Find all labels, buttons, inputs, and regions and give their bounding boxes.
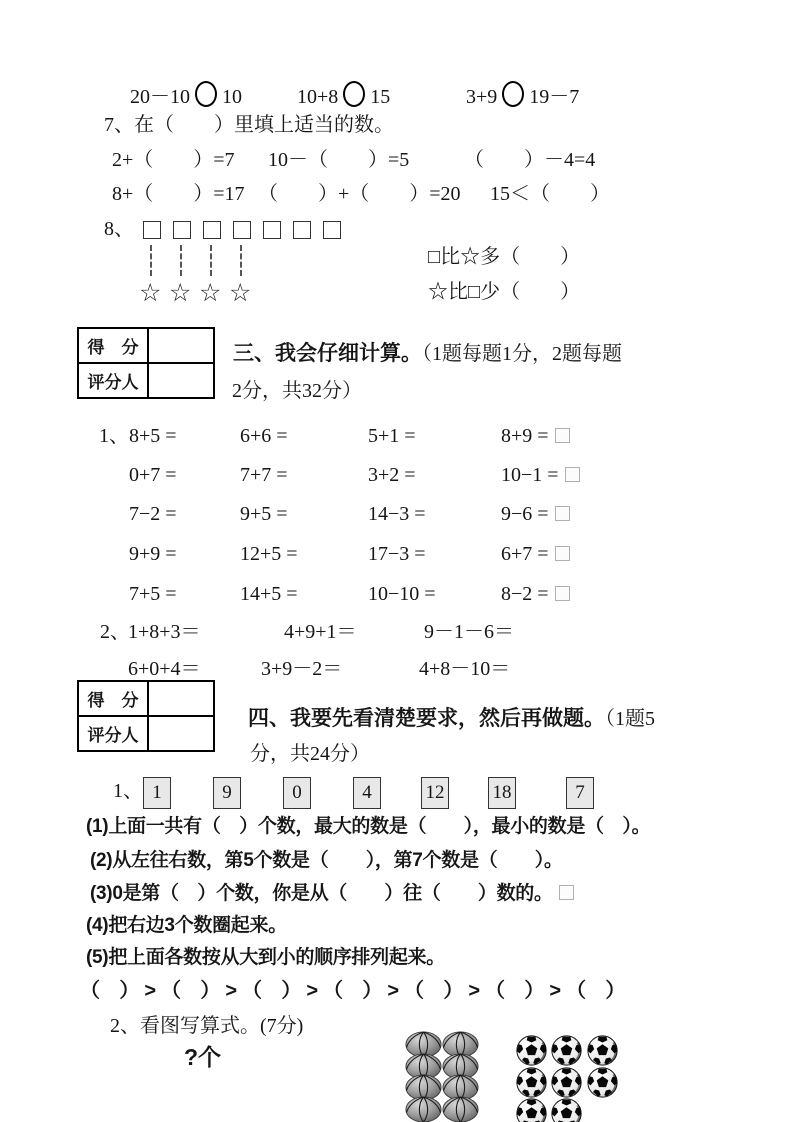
number-box: 12 [421, 777, 449, 809]
soccer-ball-icon [516, 1035, 547, 1071]
number-box: 0 [283, 777, 311, 809]
calc-problem[interactable]: 7−2 = [129, 503, 177, 525]
number-box: 4 [353, 777, 381, 809]
ordering-blanks[interactable]: （ ） > （ ） > （ ） > （ ） > （ ） > （ ） > （ ） [80, 980, 626, 1002]
calc-problem[interactable]: 10−10 = [368, 583, 436, 605]
calc-problem[interactable]: 6+7 = [501, 544, 570, 566]
calc-problem[interactable]: 9+5 = [240, 503, 288, 525]
q1-label: 1、 [99, 425, 129, 447]
fill-blank-equation[interactable]: （ ）－4=4 [464, 149, 596, 171]
sub-question-2: (2)从左往右数，第5个数是（ ），第7个数是（ ）。 [90, 850, 563, 871]
section3-title-bold: 三、我会仔细计算。 [233, 342, 422, 365]
square-shape [263, 221, 281, 239]
calc-problem[interactable]: 7+5 = [129, 583, 177, 605]
fill-blank-equation[interactable]: （ ）+（ ）=20 [258, 183, 461, 205]
section3-title-note: （1题每题1分，2题每题 [422, 343, 622, 365]
section4-title-note: （1题5 [605, 708, 655, 730]
calc-problem[interactable]: 1+8+3＝ [128, 621, 201, 643]
score-value-cell[interactable] [148, 681, 214, 716]
calc-problem[interactable]: 7+7 = [240, 464, 288, 486]
comparison-right: 19－7 [529, 86, 580, 108]
answer-box[interactable] [565, 467, 580, 482]
star-shape: ☆ [199, 280, 222, 307]
score-table [77, 680, 215, 752]
calc-problem[interactable]: 8+5 = [129, 425, 177, 447]
score-table [77, 327, 215, 399]
q8-compare-more[interactable]: □比☆多（ ） [428, 246, 581, 268]
calc-problem[interactable]: 10−1 = [501, 465, 580, 487]
grader-value-cell[interactable] [148, 363, 214, 398]
comparison-left: 3+9 [466, 86, 498, 108]
star-shape: ☆ [139, 280, 162, 307]
section4-title [248, 708, 655, 731]
sub-question-5: (5)把上面各数按从大到小的顺序排列起来。 [86, 947, 445, 968]
calc-problem[interactable]: 12+5 = [240, 543, 298, 565]
section3-title [233, 343, 622, 366]
q1-label: 1、 [113, 780, 143, 802]
soccer-ball-icon [587, 1035, 618, 1071]
comparison-item [130, 81, 242, 109]
square-shape [203, 221, 221, 239]
answer-box[interactable] [555, 546, 570, 561]
calc-problem[interactable]: 14−3 = [368, 503, 426, 525]
number-box: 9 [213, 777, 241, 809]
comparison-right: 15 [370, 86, 391, 108]
q2-label: 2、 [100, 621, 130, 643]
calc-problem[interactable]: 5+1 = [368, 425, 416, 447]
soccer-ball-icon [551, 1098, 582, 1122]
dash-line [240, 245, 242, 276]
q4-2-title: 2、看图写算式。(7分) [110, 1015, 304, 1037]
score-label: 得 分 [78, 328, 148, 363]
comparison-item [297, 81, 390, 109]
comparison-left: 20－10 [130, 86, 190, 108]
square-shape [173, 221, 191, 239]
grader-label: 评分人 [78, 363, 148, 398]
number-box: 18 [488, 777, 516, 809]
score-label: 得 分 [78, 681, 148, 716]
basketball-icon [442, 1096, 479, 1122]
fill-blank-equation[interactable]: 8+（ ）=17 [112, 183, 245, 205]
number-box: 7 [566, 777, 594, 809]
square-shape [293, 221, 311, 239]
soccer-ball-icon [516, 1098, 547, 1122]
calc-problem[interactable]: 4+8－10＝ [419, 658, 511, 680]
calc-problem[interactable]: 9−6 = [501, 504, 570, 526]
comparison-circle[interactable] [502, 81, 524, 107]
calc-problem[interactable]: 0+7 = [129, 464, 177, 486]
answer-box[interactable] [555, 586, 570, 601]
calc-problem[interactable]: 6+6 = [240, 425, 288, 447]
calc-problem[interactable]: 9+9 = [129, 543, 177, 565]
comparison-right: 10 [222, 86, 242, 108]
square-shape [233, 221, 251, 239]
answer-box[interactable] [559, 885, 574, 900]
calc-problem[interactable]: 9－1－6＝ [424, 621, 514, 643]
star-shape: ☆ [229, 280, 252, 307]
soccer-ball-icon [551, 1035, 582, 1071]
fill-blank-equation[interactable]: 2+（ ）=7 [112, 149, 235, 171]
answer-box[interactable] [555, 428, 570, 443]
calc-problem[interactable]: 8−2 = [501, 584, 570, 606]
star-shape: ☆ [169, 280, 192, 307]
answer-box[interactable] [555, 506, 570, 521]
section4-title-line2: 分，共24分） [250, 743, 370, 765]
square-shape [323, 221, 341, 239]
section4-title-bold: 四、我要先看清楚要求，然后再做题。 [248, 707, 605, 730]
calc-problem[interactable]: 4+9+1＝ [284, 621, 357, 643]
dash-line [180, 245, 182, 276]
sub-question-3 [90, 884, 574, 905]
score-value-cell[interactable] [148, 328, 214, 363]
calc-problem[interactable]: 14+5 = [240, 583, 298, 605]
square-shape [143, 221, 161, 239]
calc-problem[interactable]: 3+2 = [368, 464, 416, 486]
comparison-item [466, 81, 579, 109]
sub-question-4: (4)把右边3个数圈起来。 [86, 915, 287, 936]
number-box: 1 [143, 777, 171, 809]
dash-line [210, 245, 212, 276]
calc-problem[interactable]: 17−3 = [368, 543, 426, 565]
basketball-icon [405, 1096, 442, 1122]
fill-blank-equation[interactable]: 10－（ ）=5 [268, 149, 410, 171]
sub-question-1: (1)上面一共有（ ）个数，最大的数是（ ），最小的数是（ ）。 [86, 816, 651, 837]
section3-title-line2: 2分，共32分） [232, 380, 362, 402]
q8-label: 8、 [104, 218, 134, 240]
comparison-circle[interactable] [195, 81, 217, 107]
dash-line [150, 245, 152, 276]
q7-title: 7、在（ ）里填上适当的数。 [104, 114, 394, 136]
comparison-left: 10+8 [297, 86, 339, 108]
soccer-ball-icon [587, 1067, 618, 1103]
sub-question-3-text: (3)0是第（ ）个数，你是从（ ）往（ ）数的。 [90, 883, 553, 904]
calc-problem[interactable]: 3+9－2＝ [261, 658, 343, 680]
question-count-label: ?个 [184, 1044, 222, 1070]
calc-problem[interactable]: 6+0+4＝ [128, 658, 201, 680]
grader-label: 评分人 [78, 716, 148, 751]
calc-problem[interactable]: 8+9 = [501, 426, 570, 448]
q8-compare-less[interactable]: ☆比□少（ ） [428, 281, 581, 303]
comparison-circle[interactable] [343, 81, 365, 107]
grader-value-cell[interactable] [148, 716, 214, 751]
fill-blank-equation[interactable]: 15＜（ ） [490, 183, 610, 205]
